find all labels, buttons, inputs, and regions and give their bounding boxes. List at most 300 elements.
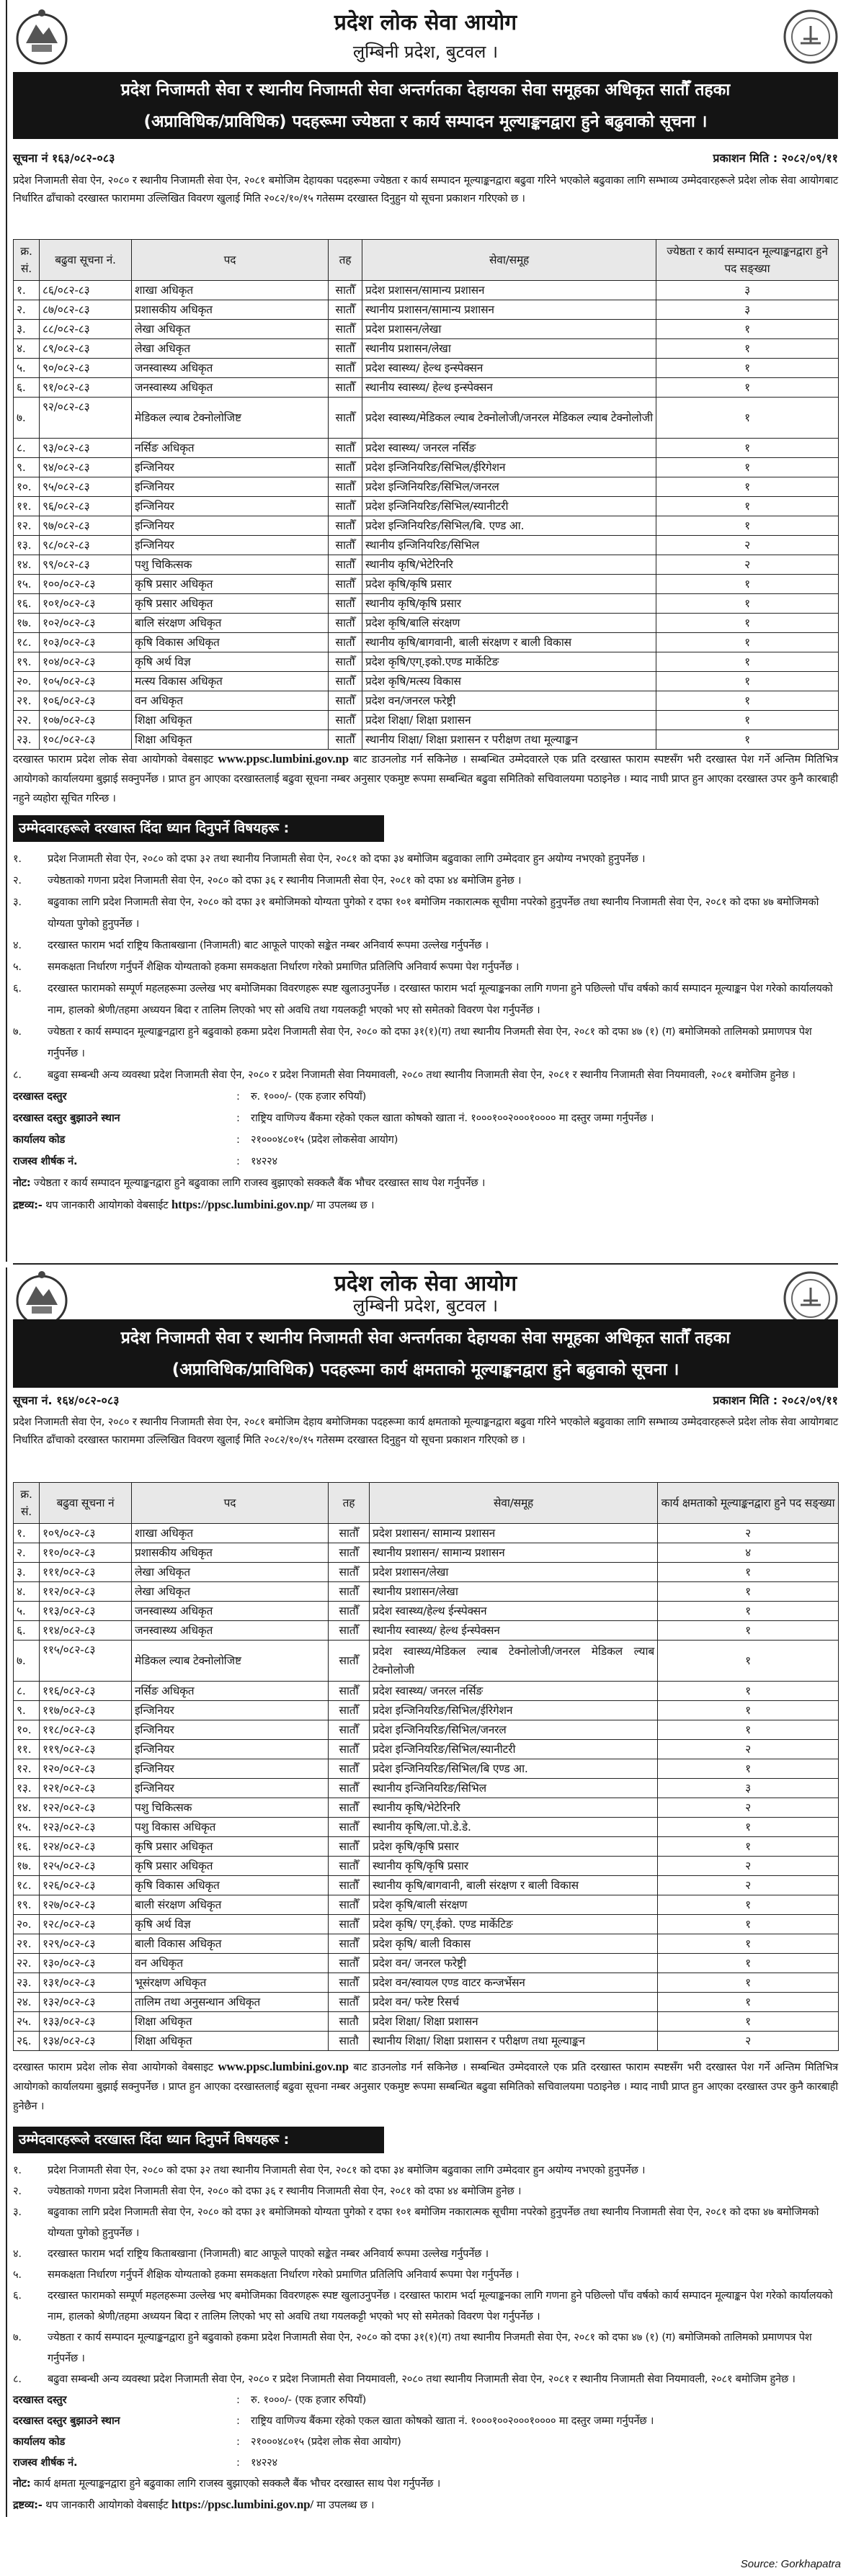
serial-number: ८. — [14, 439, 40, 458]
table-row — [14, 1895, 839, 1915]
instruction-number: १. — [13, 853, 22, 865]
serial-number: ५. — [14, 359, 40, 378]
promotion-notice-number: १०६/०८२-८३ — [40, 691, 132, 711]
service-group: प्रदेश प्रशासन/लेखा — [370, 1563, 658, 1582]
post-name: बाली विकास अधिकृत — [132, 1934, 329, 1954]
serial-number: ३. — [14, 1563, 40, 1582]
post-count: १ — [658, 1602, 839, 1621]
service-group: स्थानीय कृषि/कृषि प्रसार — [370, 1857, 658, 1876]
level: सातौँ — [329, 1954, 370, 1973]
service-group: प्रदेश इन्जिनियरिङ/सिभिल/बि. एण्ड आ. — [362, 516, 656, 536]
service-group: स्थानीय इन्जिनियरिङ/सिभिल — [362, 536, 656, 555]
table-row — [14, 1954, 839, 1973]
level: सातौँ — [329, 1857, 370, 1876]
fee-info-label: राजस्व शीर्षक नं. — [13, 1155, 78, 1167]
notice-headline-banner — [13, 72, 838, 139]
table-row — [14, 633, 839, 652]
post-name: कृषि अर्थ विज्ञ — [132, 1915, 329, 1934]
post-name: नर्सिङ अधिकृत — [132, 439, 329, 458]
table-row — [14, 1759, 839, 1779]
fee-info-row — [13, 2410, 838, 2431]
post-count: १ — [658, 1582, 839, 1602]
instruction-item — [13, 956, 838, 978]
instruction-item — [13, 2327, 838, 2369]
serial-number: ९. — [14, 458, 40, 477]
level: सातौँ — [329, 1740, 370, 1759]
level: सातौँ — [329, 1641, 370, 1682]
level: सातौँ — [329, 1798, 370, 1818]
table-row — [14, 378, 839, 398]
post-name: शाखा अधिकृत — [132, 1524, 329, 1543]
service-group: प्रदेश शिक्षा/ शिक्षा प्रशासन — [370, 2012, 658, 2032]
post-count: १ — [658, 1701, 839, 1720]
serial-number: २३. — [14, 730, 40, 750]
promotion-notice-number: १११/०८२-८३ — [40, 1563, 132, 1582]
more-info-label: द्रष्टव्य:- — [13, 2499, 43, 2511]
fee-info-label: कार्यालय कोड — [13, 1134, 66, 1146]
form-download-note — [13, 2057, 838, 2116]
promotion-notice-number: ८७/०८२-८३ — [40, 300, 132, 320]
serial-number: २३. — [14, 1973, 40, 1993]
instruction-item — [13, 2285, 838, 2327]
instructions-list — [13, 2160, 838, 2516]
publication-date: प्रकाशन मिति : २०८२/०९/११ — [713, 1394, 838, 1407]
column-header: पद — [132, 1483, 329, 1524]
level: सातौँ — [329, 691, 362, 711]
promotion-notice-number: १०७/०८२-८३ — [40, 711, 132, 730]
table-row — [14, 477, 839, 497]
table-row — [14, 1641, 839, 1682]
colon-separator: : — [236, 1090, 240, 1103]
fee-info-row — [13, 2452, 838, 2473]
serial-number: १४. — [14, 1798, 40, 1818]
serial-number: ६. — [14, 1621, 40, 1641]
service-group: स्थानीय कृषि/ला.पो.डे.डे. — [370, 1818, 658, 1837]
service-group: प्रदेश इन्जिनियरिङ/सिभिल/स्यानीटरी — [370, 1740, 658, 1759]
note-line — [13, 1172, 838, 1194]
promotion-notice-number: १३१/०८२-८३ — [40, 1973, 132, 1993]
post-count: १ — [658, 1837, 839, 1857]
serial-number: १२. — [14, 1759, 40, 1779]
level: सातौँ — [329, 1524, 370, 1543]
serial-number: १. — [14, 281, 40, 300]
promotion-notice-number: ९०/०८२-८३ — [40, 359, 132, 378]
service-group: प्रदेश कृषि/मत्स्य विकास — [362, 672, 656, 691]
table-row — [14, 1876, 839, 1895]
level: सातौँ — [329, 458, 362, 477]
post-count: १ — [656, 594, 839, 614]
headline-line-1: प्रदेश निजामती सेवा र स्थानीय निजामती सेवा अन्तर्गतका देहायका सेवा समूहका अधिकृत सातौँ तहका — [120, 80, 731, 99]
service-group: प्रदेश वन/स्वायल एण्ड वाटर कन्जर्भेसन — [370, 1973, 658, 1993]
table-row — [14, 1798, 839, 1818]
website-link[interactable]: https://ppsc.lumbini.gov.np/ — [171, 2498, 313, 2511]
instruction-item — [13, 1064, 838, 1086]
post-count: २ — [658, 1740, 839, 1759]
headline-line-1: प्रदेश निजामती सेवा र स्थानीय निजामती सेवा अन्तर्गतका देहायका सेवा समूहका अधिकृत सातौँ तहका — [120, 1328, 731, 1347]
post-count: १ — [656, 458, 839, 477]
serial-number: ११. — [14, 497, 40, 516]
post-name: पशु चिकित्सक — [132, 1798, 329, 1818]
service-group: स्थानीय कृषि/भेटेरिनरि — [362, 555, 656, 575]
post-count: १ — [656, 730, 839, 750]
table-row — [14, 1621, 839, 1641]
promotion-notice-number: ११०/०८२-८३ — [40, 1543, 132, 1563]
post-count: १ — [658, 1621, 839, 1641]
level: सातौँ — [329, 1701, 370, 1720]
table-row — [14, 398, 839, 439]
colon-separator: : — [236, 1155, 240, 1167]
service-group: स्थानीय शिक्षा/ शिक्षा प्रशासन र परीक्षण तथा मूल्याङ्कन — [362, 730, 656, 750]
service-group: प्रदेश कृषि/कृषि प्रसार — [370, 1837, 658, 1857]
fee-info-label: दरखास्त दस्तुर — [13, 1090, 67, 1103]
level: सातौँ — [329, 1621, 370, 1641]
service-group: स्थानीय प्रशासन/लेखा — [370, 1582, 658, 1602]
serial-number: १३. — [14, 1779, 40, 1798]
serial-number: १९. — [14, 1895, 40, 1915]
service-group: प्रदेश वन/ फरेष्ट रिसर्च — [370, 1993, 658, 2012]
serial-number: ७. — [14, 398, 40, 439]
level: सातौँ — [329, 1543, 370, 1563]
website-link[interactable]: https://ppsc.lumbini.gov.np/ — [171, 1198, 313, 1211]
post-count: १ — [658, 1973, 839, 1993]
post-count: १ — [658, 1895, 839, 1915]
post-count: १ — [656, 378, 839, 398]
instruction-text: दरखास्त फारामको सम्पूर्ण महलहरूमा उल्लेख भए बमोजिमका विवरणहरू स्पष्ट खुलाउनुपर्नेछ । दरखास्त फाराम भर्दा मूल्याङ्कनका लागि गणना हुने पछिल्लो पाँच वर्षको कार्य सम्पादन मूल्याङ्कन पेश गरेको कार्यालयको नाम, हालको श्रेणी/तहमा अध्ययन बिदा र तालिम लिएको भए सो अवधि तथा गयलकट्टी भएको भए सो समेतको विवरण पेश गर्नुपर्नेछ । — [48, 982, 833, 1016]
level: सातौँ — [329, 1602, 370, 1621]
promotion-posts-table — [13, 239, 839, 750]
post-name: लेखा अधिकृत — [132, 320, 329, 339]
promotion-notice-number: ११८/०८२-८३ — [40, 1720, 132, 1740]
serial-number: १६. — [14, 1837, 40, 1857]
serial-number: १२. — [14, 516, 40, 536]
service-group: स्थानीय कृषि/बागवानी, बाली संरक्षण र बाली विकास — [362, 633, 656, 652]
promotion-posts-table — [13, 1482, 839, 2051]
service-group: प्रदेश इन्जिनियरिङ/सिभिल/जनरल — [362, 477, 656, 497]
level: सातौँ — [329, 1582, 370, 1602]
promotion-notice-number: १२८/०८२-८३ — [40, 1915, 132, 1934]
post-name: कृषि प्रसार अधिकृत — [132, 575, 329, 594]
promotion-notice-number: १३२/०८२-८३ — [40, 1993, 132, 2012]
level: सातौँ — [329, 1818, 370, 1837]
post-count: २ — [658, 1524, 839, 1543]
promotion-notice-number: ११६/०८२-८३ — [40, 1682, 132, 1701]
post-count: २ — [658, 1876, 839, 1895]
service-group: स्थानीय प्रशासन/ सामान्य प्रशासन — [370, 1543, 658, 1563]
post-count: १ — [656, 398, 839, 439]
notice-number: सूचना नं. १६४/०८२-०८३ — [13, 1394, 120, 1407]
instructions-list — [13, 848, 838, 1216]
source-credit: Source: Gorkhapatra — [740, 2558, 841, 2570]
serial-number: ९. — [14, 1701, 40, 1720]
service-group: स्थानीय प्रशासन/सामान्य प्रशासन — [362, 300, 656, 320]
post-name: इन्जिनियर — [132, 1720, 329, 1740]
instruction-item — [13, 892, 838, 935]
service-group: स्थानीय कृषि/भेटेरिनरि — [370, 1798, 658, 1818]
table-row — [14, 359, 839, 378]
promotion-notice-number: १०१/०८२-८३ — [40, 594, 132, 614]
serial-number: ४. — [14, 339, 40, 359]
fee-info-label: दरखास्त दस्तुर बुझाउने स्थान — [13, 1112, 120, 1124]
post-name: मत्स्य विकास अधिकृत — [132, 672, 329, 691]
serial-number: २१. — [14, 1934, 40, 1954]
level: सातौँ — [329, 633, 362, 652]
instruction-text: बढुवा सम्बन्धी अन्य व्यवस्था प्रदेश निजामती सेवा ऐन, २०८० र प्रदेश निजामती सेवा नियमावली, २०८० तथा स्थानीय निजामती सेवा ऐन, २०८१ र स्थानीय निजामती सेवा नियमावली, २०८१ बमोजिम हुनेछ । — [48, 2373, 796, 2385]
post-count: २ — [656, 555, 839, 575]
notice-divider — [13, 1263, 838, 1265]
table-row — [14, 691, 839, 711]
form-note-text: बाट डाउनलोड गर्न सकिनेछ । सम्बन्धित उम्मेदवारले एक प्रति दरखास्त फाराम स्पष्टसँग भरी दरखास्त पेश गर्ने अन्तिम मितिभित्र आयोगको कार्यालयमा बुझाई सक्नुपर्नेछ । प्राप्त हुन आएका दरखास्तलाई बढुवा सूचना नम्बर अनुसार एकमुष्ट रूपमा सम्बन्धित बढुवा समितिको सचिवालयमा पठाइनेछ । म्याद नाघी प्राप्त हुन आएका दरखास्त उपर कुनै कारबाही हुनेछैन । — [13, 2061, 838, 2112]
post-name: जनस्वास्थ्य अधिकृत — [132, 359, 329, 378]
commission-location: लुम्बिनी प्रदेश, बुटवल । — [352, 42, 499, 62]
fee-info-value: २१०००४८०१५ (प्रदेश लोकसेवा आयोग) — [251, 1134, 398, 1146]
fee-info-value: २१०००४८०१५ (प्रदेश लोक सेवा आयोग) — [251, 2436, 401, 2448]
post-count: ३ — [658, 1779, 839, 1798]
post-count: २ — [658, 1798, 839, 1818]
more-info-line — [13, 2494, 838, 2516]
post-name: इन्जिनियर — [132, 516, 329, 536]
table-row — [14, 711, 839, 730]
post-count: ३ — [656, 300, 839, 320]
post-count: १ — [658, 1759, 839, 1779]
post-count: १ — [656, 575, 839, 594]
table-row — [14, 458, 839, 477]
service-group: प्रदेश कृषि/कृषि प्रसार — [362, 575, 656, 594]
level: सातौँ — [329, 652, 362, 672]
form-note-text: दरखास्त फाराम प्रदेश लोक सेवा आयोगको वेबसाइट — [13, 753, 218, 766]
promotion-notice-number: १०५/०८२-८३ — [40, 672, 132, 691]
post-name: शिक्षा अधिकृत — [132, 2012, 329, 2032]
level: सातौँ — [329, 730, 362, 750]
post-name: कृषि विकास अधिकृत — [132, 1876, 329, 1895]
more-info-text: थप जानकारी आयोगको वेबसाईट — [42, 1199, 171, 1211]
table-row — [14, 1973, 839, 1993]
promotion-notice-number: १२३/०८२-८३ — [40, 1818, 132, 1837]
fee-info-value: रु. १०००/- (एक हजार रुपियाँ) — [251, 2394, 367, 2406]
instruction-text: समकक्षता निर्धारण गर्नुपर्ने शैक्षिक योग्यताको हकमा समकक्षता निर्धारण गरेको प्रमाणित प्रतिलिपि अनिवार्य रूपमा पेश गर्नुपर्नेछ । — [48, 2268, 520, 2281]
publication-date: प्रकाशन मिति : २०८२/०९/११ — [713, 151, 838, 165]
serial-number: २. — [14, 300, 40, 320]
service-group: प्रदेश कृषि/ बाली विकास — [370, 1934, 658, 1954]
level: सातौँ — [329, 1876, 370, 1895]
service-group: प्रदेश कृषि/बालि संरक्षण — [362, 614, 656, 633]
post-name: वन अधिकृत — [132, 691, 329, 711]
fee-info-row — [13, 1151, 838, 1172]
service-group: प्रदेश इन्जिनियरिङ/सिभिल/स्यानीटरी — [362, 497, 656, 516]
serial-number: २२. — [14, 1954, 40, 1973]
post-count: ४ — [658, 1543, 839, 1563]
more-info-text: मा उपलब्ध छ । — [313, 2499, 375, 2511]
table-row — [14, 339, 839, 359]
fee-info-value: रु. १०००/- (एक हजार रुपियाँ) — [251, 1090, 367, 1103]
table-row — [14, 575, 839, 594]
commission-title: प्रदेश लोक सेवा आयोग — [334, 1271, 517, 1296]
post-name: लेखा अधिकृत — [132, 339, 329, 359]
promotion-notice-number: ११४/०८२-८३ — [40, 1621, 132, 1641]
post-name: जनस्वास्थ्य अधिकृत — [132, 378, 329, 398]
column-header: कार्य क्षमताको मूल्याङ्कनद्वारा हुने पद सङ्ख्या — [658, 1483, 839, 1524]
service-group: प्रदेश कृषि/एग्.इको.एण्ड मार्केटिङ — [362, 652, 656, 672]
level: सातौँ — [329, 711, 362, 730]
notice-headline-banner — [13, 1319, 838, 1388]
instruction-number: ६. — [13, 2289, 22, 2302]
table-header-row — [14, 240, 839, 281]
instruction-text: दरखास्त फारामको सम्पूर्ण महलहरूमा उल्लेख भए बमोजिमका विवरणहरू स्पष्ट खुलाउनुपर्नेछ । दरखास्त फाराम भर्दा मूल्याङ्कनका लागि गणना हुने पछिल्लो पाँच वर्षको कार्य सम्पादन मूल्याङ्कन पेश गरेको कार्यालयको नाम, हालको श्रेणी/तहमा अध्ययन बिदा र तालिम लिएको भए सो अवधि तथा गयलकट्टी भएको भए सो समेतको विवरण पेश गर्नुपर्नेछ । — [48, 2289, 833, 2323]
post-name: इन्जिनियर — [132, 1779, 329, 1798]
serial-number: २२. — [14, 711, 40, 730]
service-group: स्थानीय स्वास्थ्य/ हेल्थ ईन्स्पेक्सन — [370, 1621, 658, 1641]
instruction-number: २. — [13, 874, 22, 887]
serial-number: २१. — [14, 691, 40, 711]
instruction-number: ३. — [13, 2206, 22, 2218]
promotion-notice-number: ९४/०८२-८३ — [40, 458, 132, 477]
post-name: बालि संरक्षण अधिकृत — [132, 614, 329, 633]
post-name: इन्जिनियर — [132, 477, 329, 497]
service-group: स्थानीय प्रशासन/लेखा — [362, 339, 656, 359]
post-name: भूसंरक्षण अधिकृत — [132, 1973, 329, 1993]
post-count: १ — [658, 1915, 839, 1934]
post-count: १ — [656, 691, 839, 711]
promotion-notice-number: ९५/०८२-८३ — [40, 477, 132, 497]
instruction-text: दरखास्त फाराम भर्दा राष्ट्रिय किताबखाना (निजामती) बाट आफूले पाएको सङ्केत नम्बर अनिवार्य रूपमा उल्लेख गर्नुपर्नेछ । — [48, 939, 489, 951]
service-group: प्रदेश स्वास्थ्य/मेडिकल ल्याब टेक्नोलोजी/जनरल मेडिकल ल्याब टेक्नोलोजी — [370, 1641, 658, 1682]
level: सातौँ — [329, 1720, 370, 1740]
instruction-text: ज्येष्ठताको गणना प्रदेश निजामती सेवा ऐन, २०८० को दफा ३६ र स्थानीय निजामती सेवा ऐन, २०८१ को दफा ४४ बमोजिम हुनेछ । — [48, 2185, 522, 2197]
table-row — [14, 2032, 839, 2051]
level: सातौँ — [329, 555, 362, 575]
serial-number: १४. — [14, 555, 40, 575]
instruction-text: प्रदेश निजामती सेवा ऐन, २०८० को दफा ३२ तथा स्थानीय निजामती सेवा ऐन, २०८१ को दफा ३४ बमोजिम बढुवाका लागि उम्मेदवार हुन अयोग्य नभएको हुनुपर्नेछ । — [48, 853, 646, 865]
post-name: प्रशासकीय अधिकृत — [132, 300, 329, 320]
table-row — [14, 516, 839, 536]
instruction-item — [13, 2369, 838, 2389]
table-row — [14, 1720, 839, 1740]
post-name: शाखा अधिकृत — [132, 281, 329, 300]
more-info-label: द्रष्टव्य:- — [13, 1199, 43, 1211]
instructions-heading: उम्मेदवारहरूले दरखास्त दिंदा ध्यान दिनुपर्ने विषयहरू : — [13, 815, 384, 842]
service-group: स्थानीय कृषि/बागवानी, बाली संरक्षण र बाली विकास — [370, 1876, 658, 1895]
level: सातौँ — [329, 1934, 370, 1954]
promotion-notice-number: ११३/०८२-८३ — [40, 1602, 132, 1621]
note-line — [13, 2473, 838, 2494]
table-row — [14, 555, 839, 575]
post-name: प्रशासकीय अधिकृत — [132, 1543, 329, 1563]
table-row — [14, 1857, 839, 1876]
service-group: प्रदेश स्वास्थ्य/ जनरल नर्सिङ — [362, 439, 656, 458]
level: सातौँ — [329, 1993, 370, 2012]
promotion-notice-number: १३०/०८२-८३ — [40, 1954, 132, 1973]
post-name: कृषि अर्थ विज्ञ — [132, 652, 329, 672]
post-count: १ — [656, 614, 839, 633]
colon-separator: : — [236, 1112, 240, 1124]
table-row — [14, 1740, 839, 1759]
notice-meta-row — [13, 150, 838, 167]
column-header: पद — [132, 240, 329, 281]
colon-separator: : — [236, 1134, 240, 1146]
instruction-number: ७. — [13, 1026, 22, 1038]
table-row — [14, 730, 839, 750]
serial-number: १. — [14, 1524, 40, 1543]
level: सातौँ — [329, 1682, 370, 1701]
note-text: ज्येष्ठता र कार्य सम्पादन मूल्याङ्कनद्वारा हुने बढुवाका लागि राजस्व बुझाएको सक्कलै बैंक भौचर दरखास्त साथ पेश गर्नुपर्नेछ । — [30, 1177, 486, 1189]
promotion-notice-number: ९९/०८२-८३ — [40, 555, 132, 575]
promotion-notice-number: ९६/०८२-८३ — [40, 497, 132, 516]
column-header: सेवा/समूह — [362, 240, 656, 281]
promotion-notice-number: १०९/०८२-८३ — [40, 1524, 132, 1543]
commission-website-link[interactable]: www.ppsc.lumbini.gov.np — [218, 752, 349, 766]
post-name: कृषि प्रसार अधिकृत — [132, 594, 329, 614]
service-group: प्रदेश स्वास्थ्य/मेडिकल ल्याब टेक्नोलोजी/जनरल मेडिकल ल्याब टेक्नोलोजी — [362, 398, 656, 439]
serial-number: २५. — [14, 2012, 40, 2032]
table-row — [14, 281, 839, 300]
table-row — [14, 1701, 839, 1720]
service-group: प्रदेश कृषि/ एग्.ईको. एण्ड मार्केटिङ — [370, 1915, 658, 1934]
instruction-item — [13, 848, 838, 870]
colon-separator: : — [236, 2415, 240, 2427]
instruction-text: बढुवा सम्बन्धी अन्य व्यवस्था प्रदेश निजामती सेवा ऐन, २०८० र प्रदेश निजामती सेवा नियमावली, २०८० तथा स्थानीय निजामती सेवा ऐन, २०८१ र स्थानीय निजामती सेवा नियमावली, २०८१ बमोजिम हुनेछ । — [48, 1069, 796, 1081]
instruction-item — [13, 2160, 838, 2181]
post-name: जनस्वास्थ्य अधिकृत — [132, 1621, 329, 1641]
serial-number: ५. — [14, 1602, 40, 1621]
instruction-item — [13, 1021, 838, 1064]
promotion-notice-number: १०२/०८२-८३ — [40, 614, 132, 633]
table-row — [14, 439, 839, 458]
level: सातौ — [329, 2012, 370, 2032]
level: सातौँ — [329, 398, 362, 439]
post-name: कृषि प्रसार अधिकृत — [132, 1857, 329, 1876]
table-row — [14, 1934, 839, 1954]
post-count: २ — [658, 1857, 839, 1876]
instruction-number: ३. — [13, 896, 22, 908]
instruction-number: ८. — [13, 1069, 22, 1081]
post-count: १ — [658, 1934, 839, 1954]
promotion-notice-number: १२४/०८२-८३ — [40, 1837, 132, 1857]
post-count: १ — [656, 633, 839, 652]
level: सातौँ — [329, 1895, 370, 1915]
more-info-text: थप जानकारी आयोगको वेबसाईट — [42, 2499, 171, 2511]
post-count: १ — [656, 439, 839, 458]
service-group: प्रदेश स्वास्थ्य/ हेल्थ इन्स्पेक्सन — [362, 359, 656, 378]
promotion-notice-number: ९१/०८२-८३ — [40, 378, 132, 398]
level: सातौँ — [329, 594, 362, 614]
promotion-notice-number: १२२/०८२-८३ — [40, 1798, 132, 1818]
post-count: १ — [656, 497, 839, 516]
level: सातौँ — [329, 300, 362, 320]
post-name: शिक्षा अधिकृत — [132, 730, 329, 750]
level: सातौँ — [329, 378, 362, 398]
post-name: इन्जिनियर — [132, 1701, 329, 1720]
post-count: १ — [656, 320, 839, 339]
post-name: वन अधिकृत — [132, 1954, 329, 1973]
level: सातौँ — [329, 516, 362, 536]
service-group: प्रदेश इन्जिनियरिङ/सिभिल/ईरिगेशन — [370, 1701, 658, 1720]
post-name: पशु चिकित्सक — [132, 555, 329, 575]
column-header: क्र. सं. — [14, 240, 40, 281]
promotion-notice-number: १२९/०८२-८३ — [40, 1934, 132, 1954]
promotion-notice-number: ११९/०८२-८३ — [40, 1740, 132, 1759]
commission-website-link[interactable]: www.ppsc.lumbini.gov.np — [218, 2060, 349, 2073]
instruction-number: ४. — [13, 939, 22, 951]
promotion-notice-number: ९३/०८२-८३ — [40, 439, 132, 458]
commission-location: लुम्बिनी प्रदेश, बुटवल । — [352, 1296, 499, 1316]
post-count: १ — [656, 516, 839, 536]
service-group: स्थानीय शिक्षा/ शिक्षा प्रशासन र परीक्षण तथा मूल्याङ्कन — [370, 2032, 658, 2051]
instructions-heading: उम्मेदवारहरूले दरखास्त दिंदा ध्यान दिनुपर्ने विषयहरू : — [13, 2127, 384, 2153]
fee-info-row — [13, 1086, 838, 1108]
post-name: लेखा अधिकृत — [132, 1582, 329, 1602]
serial-number: २०. — [14, 672, 40, 691]
serial-number: २४. — [14, 1993, 40, 2012]
promotion-notice-number: १२१/०८२-८३ — [40, 1779, 132, 1798]
